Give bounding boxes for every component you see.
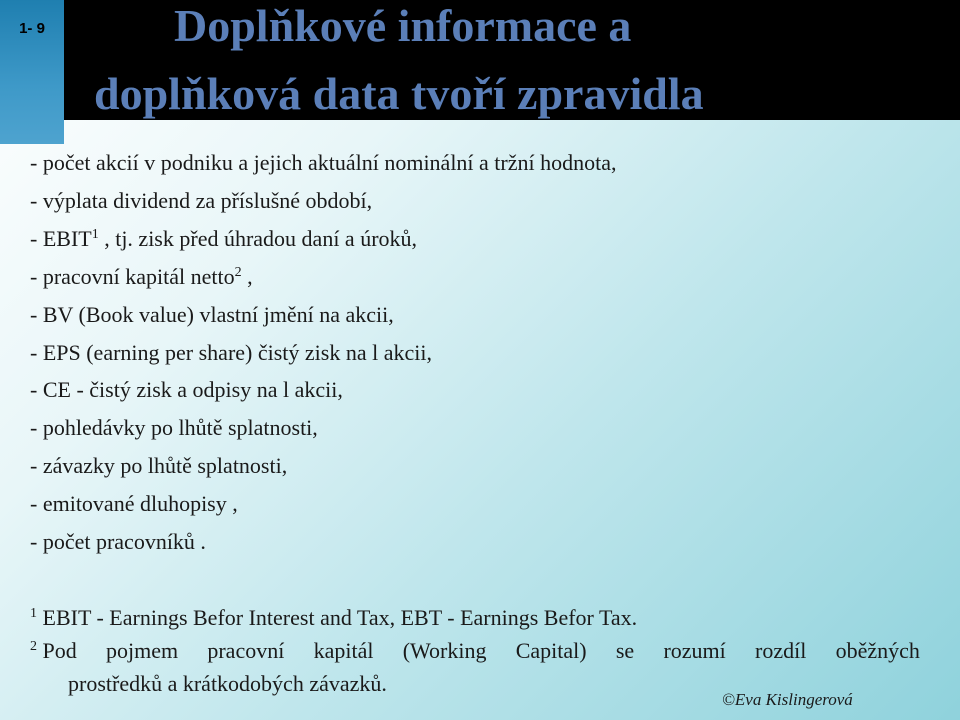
footnote-ref: 2 — [234, 264, 242, 280]
list-item: - BV (Book value) vlastní jmění na akcii, — [30, 301, 394, 327]
list-item: - emitované dluhopisy , — [30, 491, 238, 517]
list-item: - EBIT$^1$ , tj. zisk před úhradou daní a úroků, — [30, 225, 418, 251]
list-item: - počet akcií v podniku a jejich aktuální nominální a tržní hodnota, — [30, 150, 617, 175]
slide-title-line-1: Doplňkové informace a — [174, 0, 632, 51]
footnote-2: $^2$ Pod pojmem pracovní kapitál (Working Capital) se rozumí rozdíl oběžných — [30, 638, 920, 663]
slide-title — [64, 0, 960, 120]
list-item: - pracovní kapitál netto$^2$ , — [30, 263, 253, 289]
list-item: - počet pracovníků . — [30, 529, 206, 555]
footnotes — [30, 601, 930, 700]
slide-number: 1- 9 — [19, 20, 45, 37]
list-item: - výplata dividend za příslušné období, — [30, 187, 373, 213]
slide-number-box — [0, 0, 64, 144]
footnote-2-continuation: prostředků a krátkodobých závazků. — [68, 671, 387, 696]
slide-title-line-2: doplňková data tvoří zpravidla — [94, 68, 704, 119]
footnote-ref: 1 — [91, 226, 99, 242]
list-item: - pohledávky po lhůtě splatnosti, — [30, 415, 318, 441]
bullet-list — [30, 144, 930, 561]
footnote-1: $^1$ EBIT - Earnings Befor Interest and Tax, EBT - Earnings Befor Tax. — [30, 605, 638, 630]
copyright-note: ©Eva Kislingerová — [722, 690, 853, 709]
list-item: - CE - čistý zisk a odpisy na l akcii, — [30, 377, 343, 403]
list-item: - závazky po lhůtě splatnosti, — [30, 453, 288, 479]
list-item: - EPS (earning per share) čistý zisk na l akcii, — [30, 339, 432, 365]
